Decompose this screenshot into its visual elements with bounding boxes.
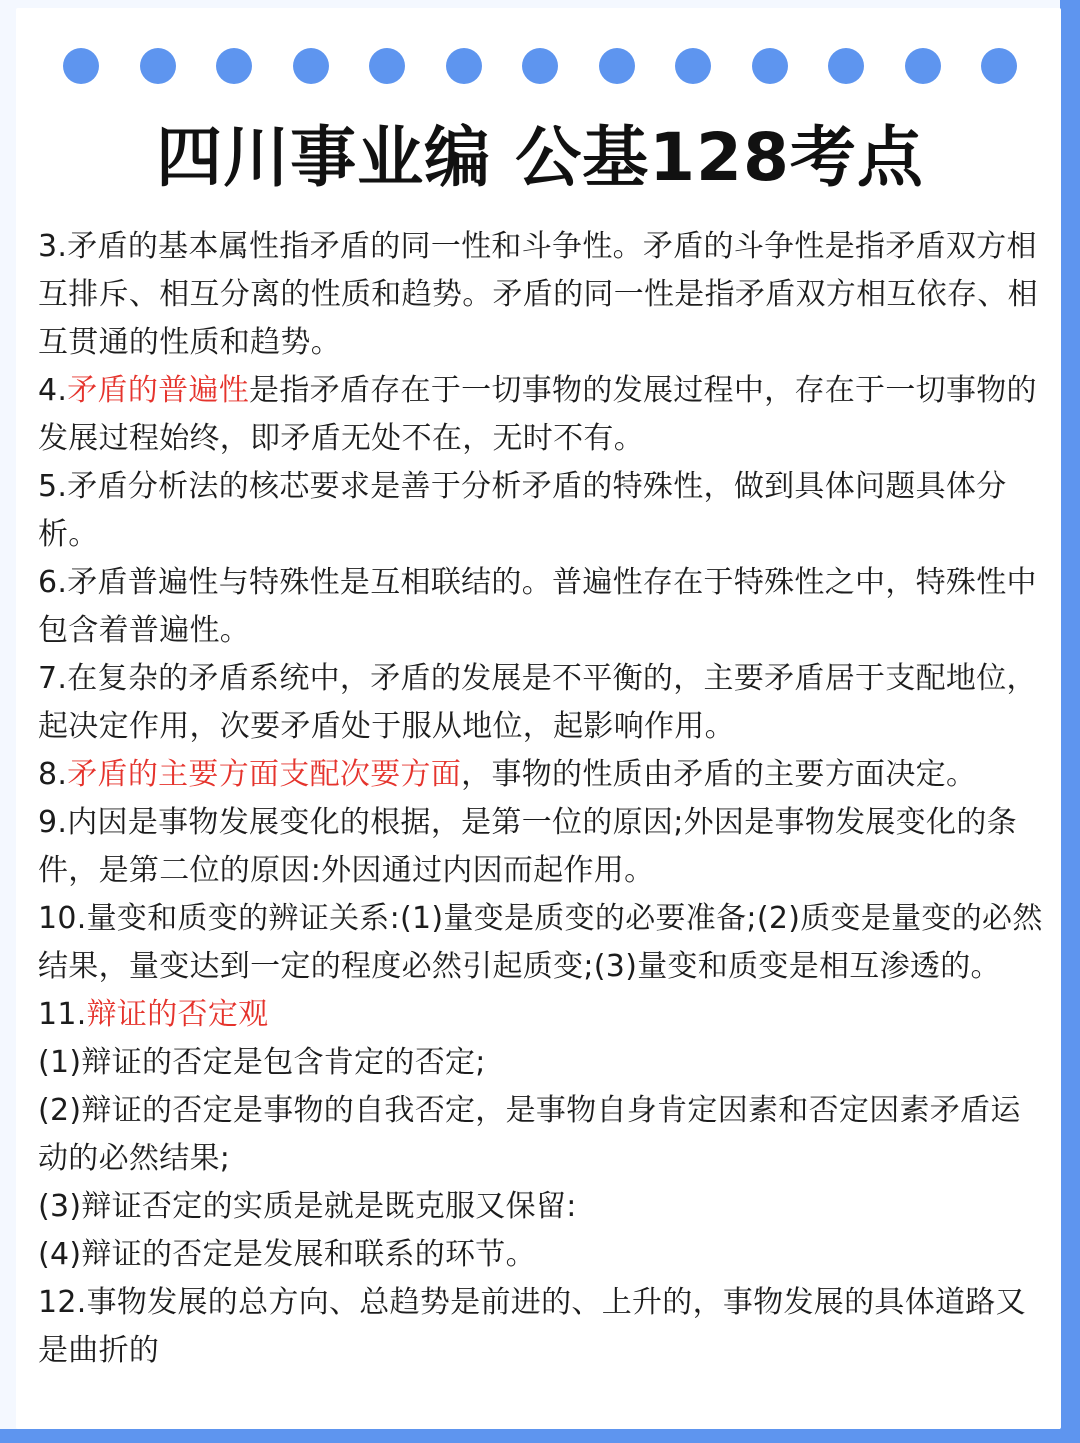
right-border-decoration [1060, 0, 1080, 1443]
binder-dot [293, 48, 329, 84]
binder-dot [981, 48, 1017, 84]
point-4-text: 是指矛盾存在于一切事物的发展过程中，存在于一切事物的发展过程始终，即矛盾无处不在，无时不有。 [38, 373, 1037, 456]
binder-dot [522, 48, 558, 84]
point-3: 3.矛盾的基本属性指矛盾的同一性和斗争性。矛盾的斗争性是指矛盾双方相互排斥、相互分离的性质和趋势。矛盾的同一性是指矛盾双方相互依存、相互贯通的性质和趋势。 [38, 229, 1038, 360]
binder-dots [63, 48, 1023, 84]
point-4-number: 4. [38, 373, 68, 408]
point-7: 7.在复杂的矛盾系统中，矛盾的发展是不平衡的，主要矛盾居于支配地位，起决定作用，次要矛盾处于服从地位，起影响作用。 [38, 661, 1037, 744]
binder-dot [675, 48, 711, 84]
point-12: 12.事物发展的总方向、总趋势是前进的、上升的，事物发展的具体道路又是曲折的 [38, 1285, 1026, 1368]
binder-dot [216, 48, 252, 84]
point-9: 9.内因是事物发展变化的根据，是第一位的原因;外因是事物发展变化的条件，是第二位的原因:外因通过内因而起作用。 [38, 805, 1017, 888]
point-11-sub-2: (2)辩证的否定是事物的自我否定，是事物自身肯定因素和否定因素矛盾运动的必然结果; [38, 1093, 1021, 1176]
point-11-sub-4: (4)辩证的否定是发展和联系的环节。 [38, 1237, 536, 1272]
binder-dot [369, 48, 405, 84]
point-10: 10.量变和质变的辨证关系:(1)量变是质变的必要准备;(2)质变是量变的必然结果，量变达到一定的程度必然引起质变;(3)量变和质变是相互渗透的。 [38, 901, 1043, 984]
point-4-highlight: 矛盾的普遍性 [67, 373, 250, 408]
point-11-highlight: 辩证的否定观 [86, 997, 269, 1032]
points-list [38, 223, 1046, 1375]
point-11-number: 11. [38, 997, 87, 1032]
point-6: 6.矛盾普遍性与特殊性是互相联结的。普遍性存在于特殊性之中，特殊性中包含着普遍性。 [38, 565, 1037, 648]
page-title: 四川事业编 公基128考点 [156, 119, 924, 196]
point-11-sub-3: (3)辩证否定的实质是就是既克服又保留: [38, 1189, 577, 1224]
binder-dot [140, 48, 176, 84]
point-11-sub-1: (1)辩证的否定是包含肯定的否定; [38, 1045, 486, 1080]
point-5: 5.矛盾分析法的核芯要求是善于分析矛盾的特殊性，做到具体问题具体分析。 [38, 469, 1007, 552]
binder-dot [828, 48, 864, 84]
point-8-text: ，事物的性质由矛盾的主要方面决定。 [461, 757, 977, 792]
binder-dot [446, 48, 482, 84]
point-8-number: 8. [38, 757, 68, 792]
point-11 [38, 991, 1046, 1039]
point-4 [38, 367, 1046, 463]
binder-dot [905, 48, 941, 84]
point-8 [38, 751, 1046, 799]
binder-dot [63, 48, 99, 84]
point-8-highlight: 矛盾的主要方面支配次要方面 [67, 757, 462, 792]
binder-dot [599, 48, 635, 84]
bottom-border-decoration [0, 1429, 1080, 1443]
binder-dot [752, 48, 788, 84]
